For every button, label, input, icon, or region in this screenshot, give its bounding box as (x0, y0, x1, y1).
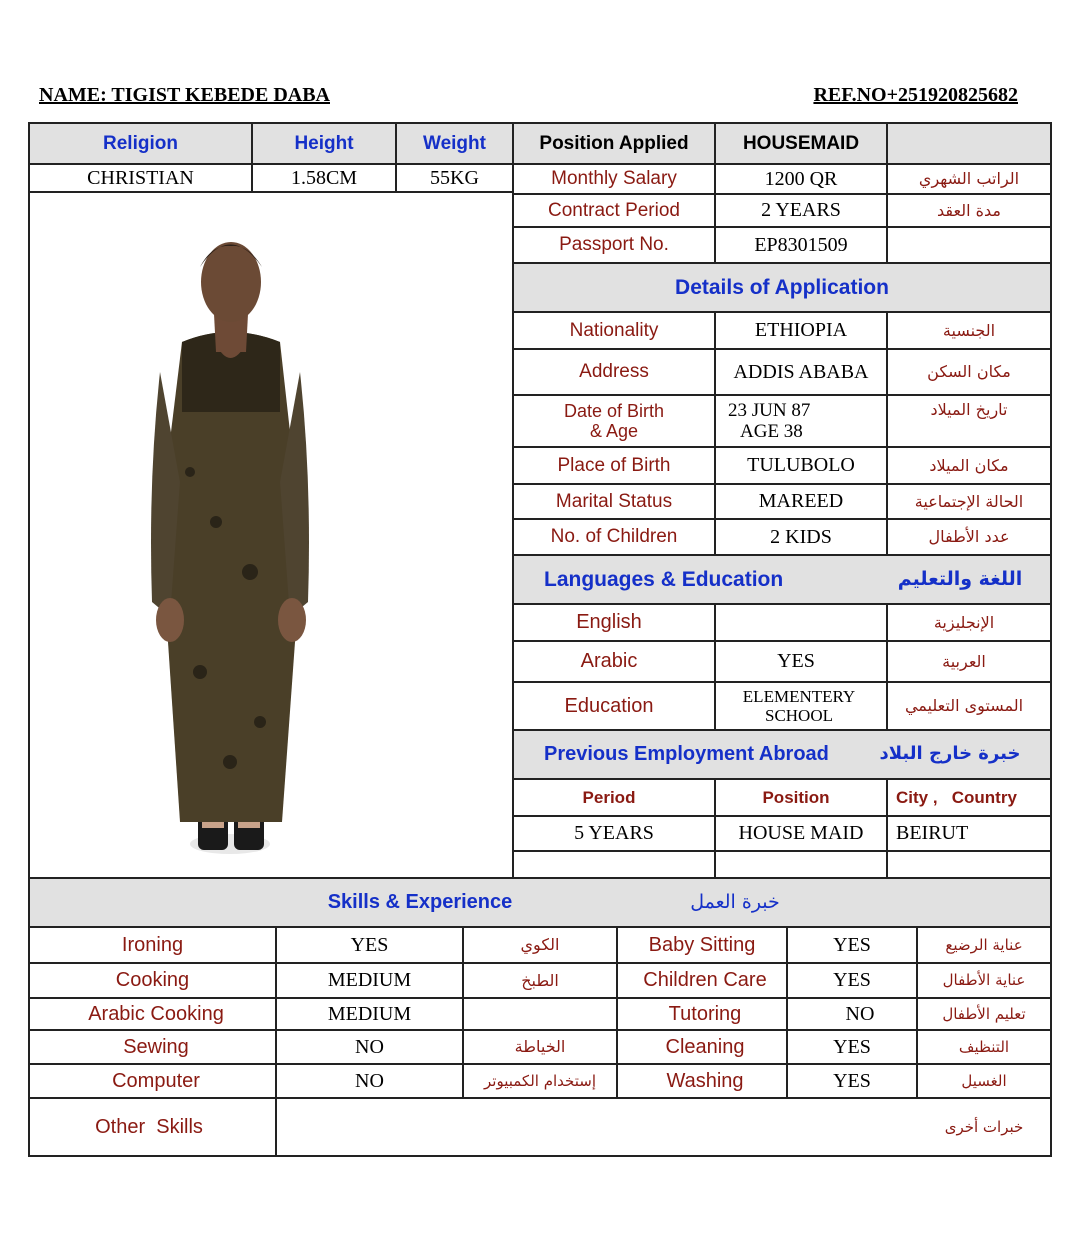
children-arabic: عدد الأطفال (928, 527, 1010, 547)
age-value: AGE 38 (740, 421, 803, 442)
dob-arabic: تاريخ الميلاد (930, 400, 1008, 420)
arabic-arabic: العربية (942, 651, 986, 671)
skill-computer-arabic: إستخدام الكمبيوتر (484, 1071, 596, 1090)
employment-section-title-arabic: خبرة خارج البلاد (879, 743, 1021, 765)
employment-position-value: HOUSE MAID (738, 822, 864, 845)
skill-baby-sitting-arabic: عناية الرضيع (945, 935, 1023, 954)
skill-washing-label: Washing (666, 1069, 744, 1092)
english-value (716, 605, 886, 640)
skill-washing-arabic: الغسيل (961, 1071, 1007, 1090)
marital-status-label: Marital Status (555, 490, 673, 512)
religion-label: Religion (103, 132, 178, 154)
skills-section-title-arabic: خبرة العمل (690, 890, 780, 913)
employment-place-value: BEIRUT (896, 822, 969, 845)
skill-cooking-arabic: الطبخ (521, 970, 559, 990)
education-arabic: المستوى التعليمي (904, 696, 1024, 716)
skill-tutoring-arabic: تعليم الأطفال (942, 1004, 1026, 1023)
education-value (716, 683, 882, 729)
skill-sewing-label: Sewing (123, 1035, 189, 1058)
employment-period-value: 5 YEARS (574, 822, 654, 845)
skill-ironing-arabic: الكوي (520, 935, 560, 955)
dob-label-line2: & Age (589, 421, 639, 441)
skill-children-care-value: YES (833, 969, 871, 992)
skill-arabic-cooking-arabic (464, 999, 616, 1029)
candidate-name: NAME: TIGIST KEBEDE DABA (39, 84, 330, 106)
skill-computer-value: NO (355, 1069, 384, 1092)
passport-label: Passport No. (559, 234, 669, 256)
skill-cleaning-value: YES (833, 1035, 871, 1058)
children-label: No. of Children (550, 526, 678, 548)
english-label: English (576, 611, 642, 634)
religion-value: CHRISTIAN (87, 166, 194, 189)
skill-tutoring-value: NO (845, 1002, 875, 1025)
skill-washing-value: YES (833, 1069, 871, 1092)
employment-section-title: Previous Employment Abroad (544, 743, 829, 766)
languages-section-title: Languages & Education (544, 567, 784, 591)
place-of-birth-label: Place of Birth (557, 454, 671, 476)
dob-label-line1: Date of Birth (563, 400, 665, 421)
contract-period-label: Contract Period (547, 199, 680, 221)
place-of-birth-arabic: مكان الميلاد (929, 455, 1009, 475)
skill-ironing-value: YES (350, 933, 389, 956)
other-skills-label: Other Skills (95, 1115, 203, 1138)
reference-number: REF.NO+251920825682 (813, 84, 1018, 106)
monthly-salary-label: Monthly Salary (551, 168, 677, 190)
children-value: 2 KIDS (770, 525, 832, 548)
dob-value (716, 396, 886, 446)
skill-arabic-cooking-label: Arabic Cooking (88, 1002, 224, 1025)
skill-cooking-label: Cooking (115, 969, 190, 992)
education-value-line2: SCHOOL (764, 706, 833, 725)
skill-arabic-cooking-value: MEDIUM (327, 1002, 412, 1025)
skill-cooking-value: MEDIUM (327, 969, 412, 992)
dob-label (514, 396, 714, 446)
education-value-line1: ELEMENTERY (742, 686, 856, 706)
height-label: Height (294, 132, 354, 154)
passport-value: EP8301509 (754, 233, 848, 256)
address-label: Address (579, 361, 649, 383)
skill-tutoring-label: Tutoring (668, 1002, 742, 1025)
skill-children-care-label: Children Care (643, 969, 767, 992)
languages-section-title-arabic: اللغة والتعليم (897, 567, 1023, 590)
employment-col-city-country: City , Country (896, 787, 1017, 807)
skill-computer-label: Computer (112, 1069, 200, 1092)
skill-cleaning-arabic: التنظيف (958, 1037, 1010, 1056)
position-applied-value: HOUSEMAID (742, 132, 860, 154)
nationality-value: ETHIOPIA (754, 319, 848, 342)
employment-col-period: Period (582, 787, 636, 807)
details-section-title: Details of Application (675, 275, 889, 299)
arabic-value: YES (777, 650, 815, 673)
employment-col-position: Position (762, 787, 830, 807)
skill-sewing-arabic: الخياطة (514, 1037, 566, 1057)
marital-status-value: MAREED (758, 490, 844, 513)
monthly-salary-value: 1200 QR (764, 167, 838, 190)
weight-label: Weight (423, 132, 486, 154)
english-arabic: الإنجليزية (933, 612, 995, 632)
skill-cleaning-label: Cleaning (665, 1035, 745, 1058)
other-skills-arabic: خبرات أخرى (944, 1117, 1024, 1136)
dob-date: 23 JUN 87 (728, 399, 811, 421)
contract-period-arabic: مدة العقد (937, 200, 1001, 220)
nationality-arabic: الجنسية (942, 320, 996, 340)
position-applied-label: Position Applied (539, 132, 689, 154)
nationality-label: Nationality (569, 319, 659, 341)
weight-value: 55KG (430, 166, 479, 189)
height-value: 1.58CM (290, 166, 358, 189)
marital-status-arabic: الحالة الإجتماعية (914, 491, 1024, 511)
address-value: ADDIS ABABA (733, 360, 869, 383)
skill-ironing-label: Ironing (121, 933, 184, 956)
skill-children-care-arabic: عناية الأطفال (942, 971, 1026, 990)
monthly-salary-arabic: الراتب الشهري (918, 169, 1020, 189)
skill-baby-sitting-value: YES (833, 933, 871, 956)
arabic-label: Arabic (580, 650, 638, 673)
candidate-photo (130, 222, 310, 862)
address-arabic: مكان السكن (927, 362, 1011, 382)
place-of-birth-value: TULUBOLO (747, 454, 855, 477)
contract-period-value: 2 YEARS (761, 199, 841, 222)
skill-baby-sitting-label: Baby Sitting (648, 933, 756, 956)
skill-sewing-value: NO (355, 1035, 384, 1058)
skills-section-title: Skills & Experience (327, 891, 513, 914)
education-label: Education (564, 694, 654, 717)
